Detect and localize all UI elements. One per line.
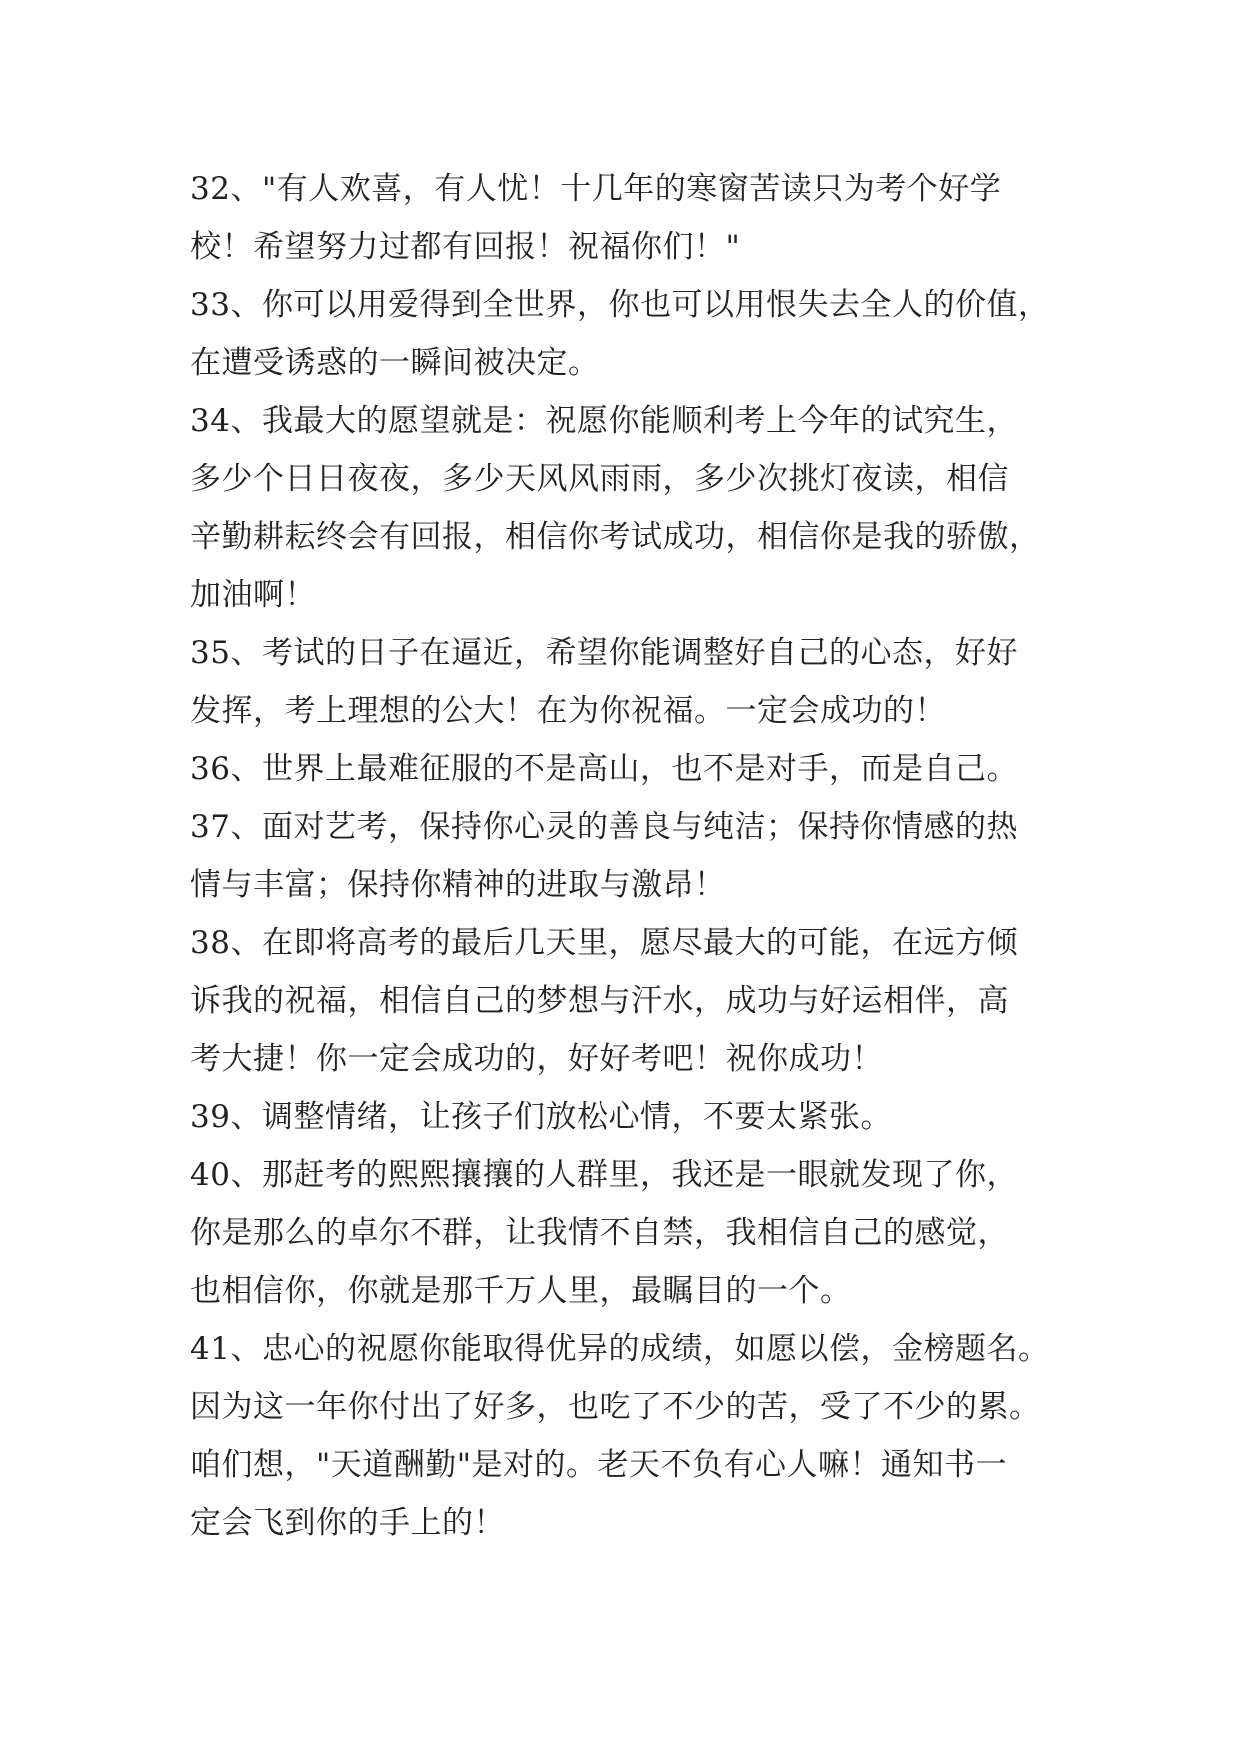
- text-line: 多少个日日夜夜，多少天风风雨雨，多少次挑灯夜读，相信: [190, 461, 1009, 497]
- text-line: 在遭受诱惑的一瞬间被决定。: [190, 345, 600, 381]
- text-line: 诉我的祝福，相信自己的梦想与汗水，成功与好运相伴，高: [190, 983, 1009, 1019]
- text-line: 41、忠心的祝愿你能取得优异的成绩，如愿以偿，金榜题名。: [190, 1331, 1050, 1367]
- text-line: 也相信你，你就是那千万人里，最瞩目的一个。: [190, 1273, 852, 1309]
- text-line: 32、"有人欢喜，有人忧！十几年的寒窗苦读只为考个好学: [190, 171, 1002, 207]
- text-line: 加油啊！: [190, 577, 316, 613]
- text-line: 因为这一年你付出了好多，也吃了不少的苦，受了不少的累。: [190, 1389, 1041, 1425]
- text-line: 38、在即将高考的最后几天里，愿尽最大的可能，在远方倾: [190, 925, 1018, 961]
- text-line: 34、我最大的愿望就是：祝愿你能顺利考上今年的试究生，: [190, 403, 1018, 439]
- text-line: 40、那赶考的熙熙攘攘的人群里，我还是一眼就发现了你，: [190, 1157, 1018, 1193]
- document-body: [190, 160, 1070, 1552]
- text-line: 你是那么的卓尔不群，让我情不自禁，我相信自己的感觉，: [190, 1215, 1009, 1251]
- text-line: 校！希望努力过都有回报！祝福你们！": [190, 229, 741, 265]
- text-line: 考大捷！你一定会成功的，好好考吧！祝你成功！: [190, 1041, 883, 1077]
- text-line: 发挥，考上理想的公大！在为你祝福。一定会成功的！: [190, 693, 946, 729]
- text-line: 辛勤耕耘终会有回报，相信你考试成功，相信你是我的骄傲，: [190, 519, 1041, 555]
- text-line: 39、调整情绪，让孩子们放松心情，不要太紧张。: [190, 1099, 892, 1135]
- text-line: 35、考试的日子在逼近，希望你能调整好自己的心态，好好: [190, 635, 1018, 671]
- text-line: 36、世界上最难征服的不是高山，也不是对手，而是自己。: [190, 751, 1018, 787]
- text-line: 定会飞到你的手上的！: [190, 1505, 505, 1541]
- text-line: 37、面对艺考，保持你心灵的善良与纯洁；保持你情感的热: [190, 809, 1018, 845]
- text-line: 情与丰富；保持你精神的进取与激昂！: [190, 867, 726, 903]
- text-line: 33、你可以用爱得到全世界，你也可以用恨失去全人的价值，: [190, 287, 1050, 323]
- text-line: 咱们想，"天道酬勤"是对的。老天不负有心人嘛！通知书一: [190, 1447, 1008, 1483]
